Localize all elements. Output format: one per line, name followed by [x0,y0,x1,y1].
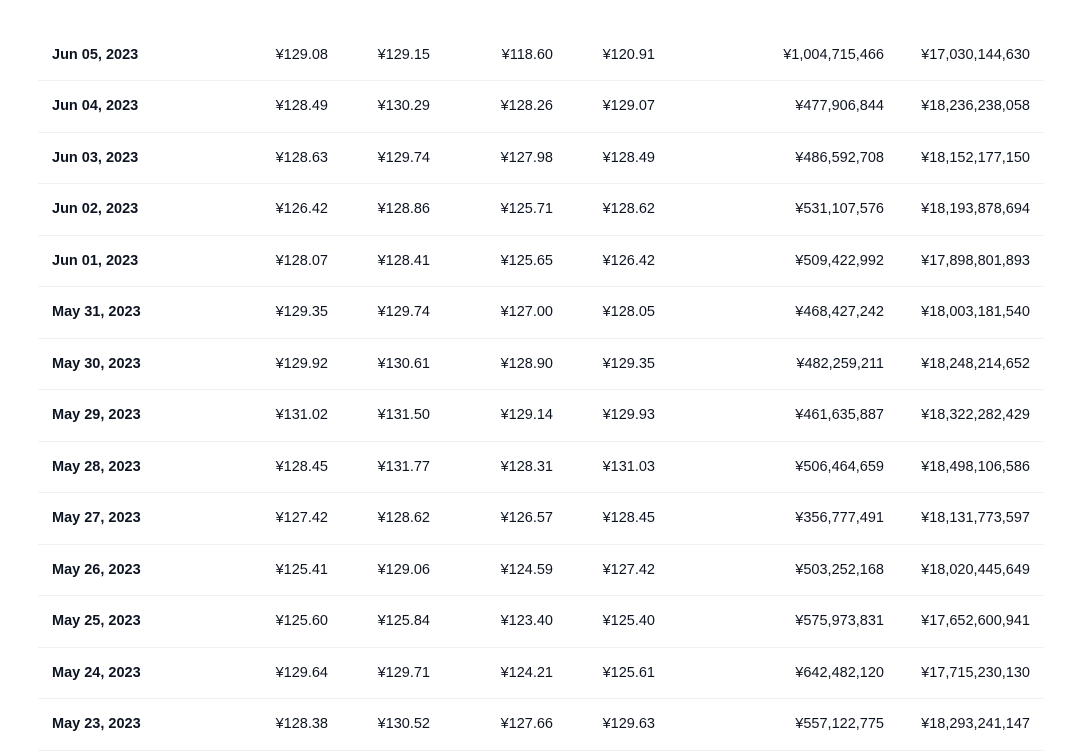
date-cell: May 24, 2023 [52,664,141,681]
table-row [38,184,1044,236]
table-row [38,699,1044,751]
low-price-cell: ¥124.21 [500,664,553,681]
low-price-cell: ¥128.90 [500,355,553,372]
close-price-cell: ¥120.91 [602,46,655,63]
volume-cell: ¥509,422,992 [795,252,884,269]
date-cell: Jun 04, 2023 [52,98,139,115]
open-price-cell: ¥128.45 [275,458,328,475]
date-cell: May 31, 2023 [52,304,141,321]
open-price-cell: ¥129.35 [275,304,328,321]
close-price-cell: ¥128.45 [602,510,655,527]
open-price-cell: ¥131.02 [275,407,328,424]
volume-cell: ¥486,592,708 [795,149,884,166]
open-price-cell: ¥129.64 [275,664,328,681]
low-price-cell: ¥127.98 [500,149,553,166]
volume-cell: ¥506,464,659 [795,458,884,475]
close-price-cell: ¥126.42 [602,252,655,269]
volume-cell: ¥557,122,775 [795,716,884,733]
date-cell: May 29, 2023 [52,407,141,424]
market-cap-cell: ¥18,193,878,694 [921,201,1030,218]
table-row [38,596,1044,648]
volume-cell: ¥1,004,715,466 [783,46,884,63]
volume-cell: ¥477,906,844 [795,98,884,115]
volume-cell: ¥531,107,576 [795,201,884,218]
market-cap-cell: ¥18,003,181,540 [921,304,1030,321]
market-cap-cell: ¥18,498,106,586 [921,458,1030,475]
close-price-cell: ¥128.49 [602,149,655,166]
low-price-cell: ¥118.60 [501,46,553,63]
table-row [38,29,1044,81]
date-cell: May 23, 2023 [52,716,141,733]
market-cap-cell: ¥18,020,445,649 [921,561,1030,578]
date-cell: May 30, 2023 [52,355,141,372]
open-price-cell: ¥125.60 [275,613,328,630]
open-price-cell: ¥129.08 [275,46,328,63]
table-row [38,493,1044,545]
close-price-cell: ¥127.42 [602,561,655,578]
volume-cell: ¥482,259,211 [796,355,884,372]
high-price-cell: ¥128.62 [377,510,430,527]
high-price-cell: ¥129.74 [377,149,430,166]
date-cell: Jun 05, 2023 [52,46,139,63]
date-cell: May 25, 2023 [52,613,141,630]
date-cell: Jun 03, 2023 [52,149,139,166]
low-price-cell: ¥129.14 [500,407,553,424]
low-price-cell: ¥127.00 [500,304,553,321]
market-cap-cell: ¥18,152,177,150 [921,149,1030,166]
date-cell: May 27, 2023 [52,510,141,527]
high-price-cell: ¥129.71 [377,664,430,681]
volume-cell: ¥503,252,168 [795,561,884,578]
open-price-cell: ¥127.42 [275,510,328,527]
table-row [38,132,1044,184]
volume-cell: ¥461,635,887 [795,407,884,424]
low-price-cell: ¥123.40 [500,613,553,630]
close-price-cell: ¥129.35 [602,355,655,372]
close-price-cell: ¥129.63 [602,716,655,733]
market-cap-cell: ¥18,293,241,147 [921,716,1030,733]
table-body [38,29,1044,750]
market-cap-cell: ¥18,236,238,058 [921,98,1030,115]
close-price-cell: ¥125.61 [602,664,655,681]
market-cap-cell: ¥17,715,230,130 [921,664,1030,681]
table-row [38,441,1044,493]
high-price-cell: ¥130.61 [377,355,430,372]
open-price-cell: ¥128.07 [275,252,328,269]
open-price-cell: ¥126.42 [275,201,328,218]
low-price-cell: ¥125.71 [500,201,553,218]
open-price-cell: ¥128.49 [275,98,328,115]
price-history-table [38,29,1044,751]
open-price-cell: ¥128.38 [275,716,328,733]
high-price-cell: ¥129.15 [377,46,430,63]
low-price-cell: ¥128.26 [500,98,553,115]
date-cell: May 28, 2023 [52,458,141,475]
table-row [38,544,1044,596]
low-price-cell: ¥127.66 [500,716,553,733]
market-cap-cell: ¥17,898,801,893 [921,252,1030,269]
close-price-cell: ¥129.93 [602,407,655,424]
low-price-cell: ¥124.59 [500,561,553,578]
high-price-cell: ¥129.74 [377,304,430,321]
open-price-cell: ¥129.92 [275,355,328,372]
table-row [38,647,1044,699]
volume-cell: ¥356,777,491 [795,510,884,527]
high-price-cell: ¥125.84 [377,613,430,630]
volume-cell: ¥642,482,120 [795,664,884,681]
close-price-cell: ¥129.07 [602,98,655,115]
volume-cell: ¥575,973,831 [795,613,884,630]
high-price-cell: ¥131.77 [377,458,430,475]
date-cell: Jun 01, 2023 [52,252,139,269]
market-cap-cell: ¥17,652,600,941 [921,613,1030,630]
close-price-cell: ¥128.62 [602,201,655,218]
date-cell: May 26, 2023 [52,561,141,578]
high-price-cell: ¥128.86 [377,201,430,218]
market-cap-cell: ¥18,322,282,429 [921,407,1030,424]
open-price-cell: ¥125.41 [275,561,328,578]
low-price-cell: ¥128.31 [500,458,553,475]
table-row [38,390,1044,442]
date-cell: Jun 02, 2023 [52,201,139,218]
open-price-cell: ¥128.63 [275,149,328,166]
high-price-cell: ¥131.50 [377,407,430,424]
market-cap-cell: ¥18,131,773,597 [921,510,1030,527]
high-price-cell: ¥130.29 [377,98,430,115]
low-price-cell: ¥125.65 [500,252,553,269]
low-price-cell: ¥126.57 [500,510,553,527]
close-price-cell: ¥125.40 [602,613,655,630]
high-price-cell: ¥128.41 [377,252,430,269]
close-price-cell: ¥128.05 [602,304,655,321]
table-row [38,338,1044,390]
table-row [38,81,1044,133]
table-row [38,235,1044,287]
table-row [38,287,1044,339]
market-cap-cell: ¥17,030,144,630 [921,46,1030,63]
historical-data-table [38,29,1044,751]
market-cap-cell: ¥18,248,214,652 [921,355,1030,372]
volume-cell: ¥468,427,242 [795,304,884,321]
close-price-cell: ¥131.03 [602,458,655,475]
high-price-cell: ¥130.52 [377,716,430,733]
high-price-cell: ¥129.06 [377,561,430,578]
